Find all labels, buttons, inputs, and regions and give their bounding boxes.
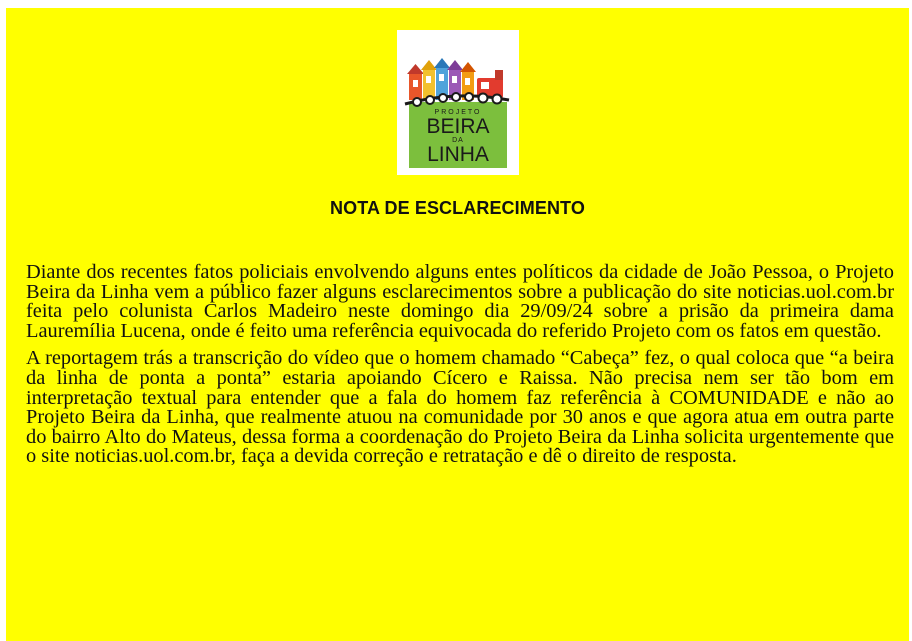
document-title: NOTA DE ESCLARECIMENTO bbox=[330, 198, 585, 218]
document-body bbox=[26, 263, 894, 475]
logo-word-beira: BEIRA bbox=[426, 115, 490, 138]
notice-page bbox=[6, 8, 909, 641]
logo-small-text: PROJETO bbox=[434, 109, 482, 116]
logo-word-da: DA bbox=[452, 137, 464, 144]
paragraph-2: A reportagem trás a transcrição do vídeo que o homem chamado “Cabeça” fez, o qual coloca que “a beira da linha de ponta a ponta” estaria apoiando Cícero e Raissa. Não precisa nem ser tão bom em interpretação textual para entender que a fala do homem faz referência à COMUNIDADE e não ao Projeto Beira da Linha, que realmente atuou na comunidade por 30 anos e que agora atua em outra parte do bairro Alto do Mateus, dessa forma a coordenação do Projeto Beira da Linha solicita urgentemente que o site noticias.uol.com.br, faça a devida correção e retratação e dê o direito de resposta. bbox=[26, 347, 894, 468]
project-logo bbox=[397, 30, 519, 175]
paragraph-1: Diante dos recentes fatos policiais envolvendo alguns entes políticos da cidade de João Pessoa, o Projeto Beira da Linha vem a público fazer alguns esclarecimentos sobre a publicação do site noticias.uol.com.br feita pelo colunista Carlos Madeiro neste domingo dia 29/09/24 sobre a prisão da primeira dama Lauremília Lucena, onde é feito uma referência equivocada do referido Projeto com os fatos em questão. bbox=[26, 261, 894, 342]
logo-word-linha: LINHA bbox=[427, 143, 489, 166]
